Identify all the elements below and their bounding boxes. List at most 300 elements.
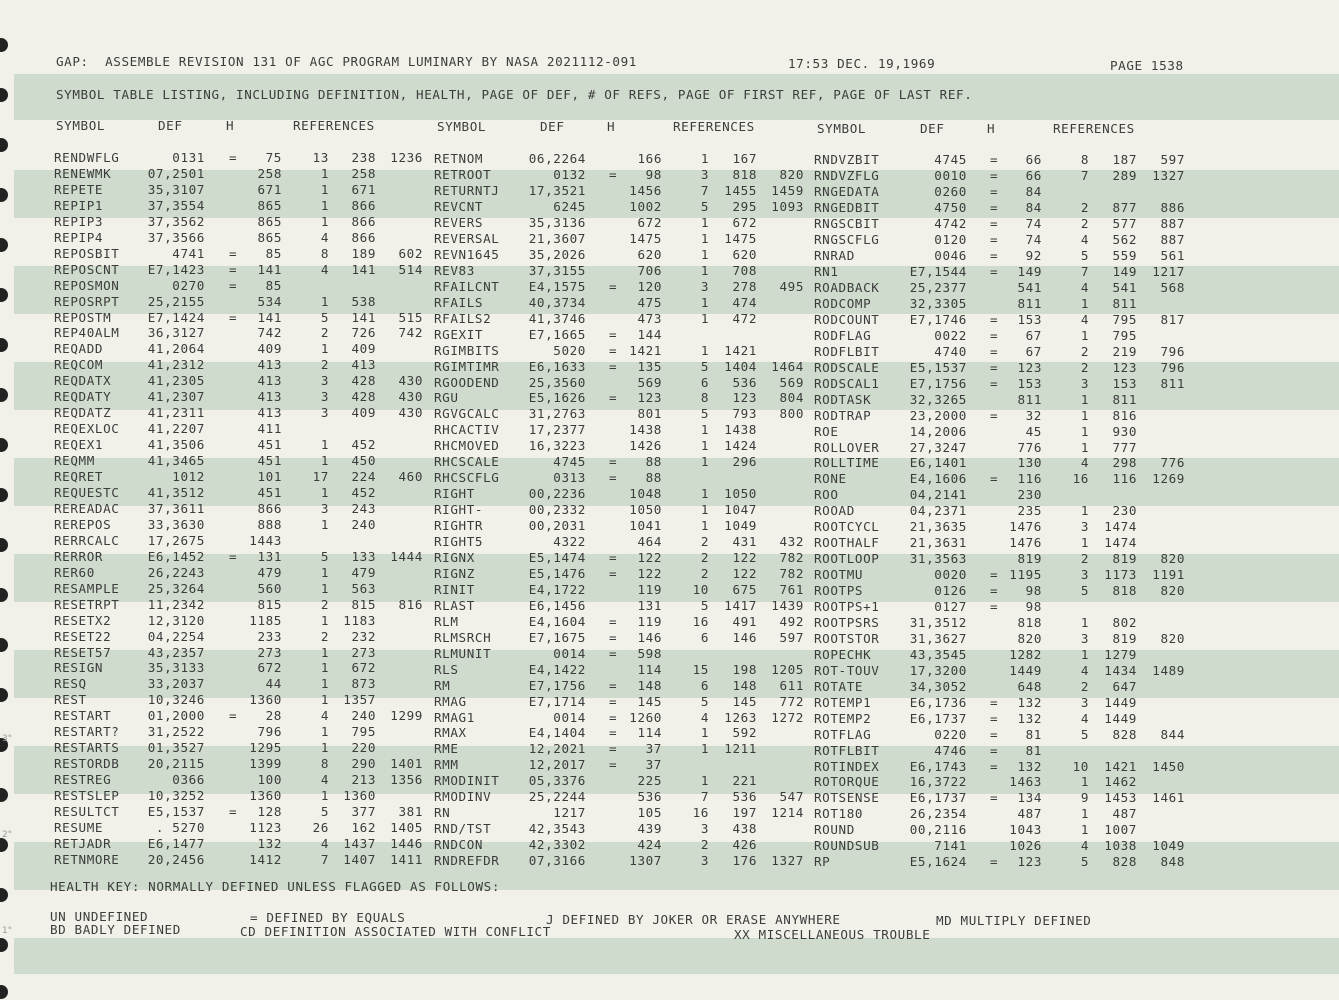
cell-first-ref: 1047 <box>724 502 757 518</box>
cell-def: 41,2311 <box>147 405 205 421</box>
cell-health: = <box>609 167 618 183</box>
feed-hole <box>0 388 8 402</box>
cell-def: E4,1606 <box>909 471 967 487</box>
cell-def: 42,3302 <box>528 837 586 853</box>
cell-symbol: RFAILS2 <box>434 310 492 326</box>
cell-last-ref: 1327 <box>1152 168 1185 184</box>
cell-page-of-def: 131 <box>637 597 662 613</box>
cell-first-ref: 240 <box>351 708 376 724</box>
cell-first-ref: 592 <box>732 725 757 741</box>
cell-def: 06,2264 <box>528 151 586 167</box>
cell-def: 41,2305 <box>147 373 205 389</box>
cell-health: = <box>990 200 999 216</box>
cell-last-ref: 515 <box>398 309 423 325</box>
health-key-equals: = DEFINED BY EQUALS <box>250 910 406 925</box>
cell-last-ref: 1269 <box>1152 471 1185 487</box>
cell-def: 0014 <box>553 645 586 661</box>
cell-page-of-def: 98 <box>1025 583 1042 598</box>
cell-last-ref: 886 <box>1160 200 1185 216</box>
cell-symbol: REVERS <box>434 215 484 230</box>
cell-first-ref: 1455 <box>724 183 757 199</box>
cell-ref-count: 3 <box>320 389 329 405</box>
cell-ref-count: 4 <box>320 261 329 277</box>
cell-ref-count: 1 <box>1080 391 1089 407</box>
cell-def: 33,2037 <box>147 676 205 692</box>
cell-ref-count: 1 <box>320 788 329 803</box>
cell-last-ref: 804 <box>779 390 804 406</box>
cell-page-of-def: 811 <box>1017 391 1042 407</box>
health-key-xx: XX MISCELLANEOUS TROUBLE <box>734 927 931 942</box>
cell-def: 0260 <box>934 184 967 200</box>
cell-ref-count: 1 <box>320 612 329 628</box>
cell-last-ref: 561 <box>1160 248 1185 264</box>
cell-ref-count: 4 <box>320 708 329 724</box>
cell-page-of-def: 1360 <box>249 692 282 708</box>
cell-first-ref: 278 <box>732 278 757 294</box>
cell-def: 37,3611 <box>147 500 205 516</box>
cell-last-ref: 844 <box>1160 726 1185 742</box>
cell-ref-count: 5 <box>320 803 329 819</box>
cell-page-of-def: 815 <box>257 596 282 612</box>
cell-ref-count: 1 <box>320 484 329 500</box>
cell-ref-count: 1 <box>320 437 329 453</box>
cell-symbol: REQMM <box>54 453 95 469</box>
cell-symbol: RGIMBITS <box>434 342 500 358</box>
cell-symbol: RODTRAP <box>814 407 872 423</box>
cell-ref-count: 5 <box>1080 726 1089 742</box>
cell-symbol: ROOTSTOR <box>814 630 880 646</box>
cell-first-ref: 1038 <box>1104 838 1137 854</box>
cell-symbol: RINIT <box>434 581 475 597</box>
cell-ref-count: 1 <box>320 660 329 676</box>
cell-symbol: RODFLAG <box>814 327 872 343</box>
cell-def: 4745 <box>934 152 967 168</box>
cell-health: = <box>229 150 238 165</box>
cell-ref-count: 5 <box>1080 248 1089 264</box>
cell-page-of-def: 560 <box>257 580 282 596</box>
cell-page-of-def: 1443 <box>249 532 282 548</box>
cell-ref-count: 5 <box>320 309 329 325</box>
cell-symbol: ROTATE <box>814 678 864 694</box>
cell-def: 12,2021 <box>528 741 586 757</box>
cell-page-of-def: 1307 <box>629 853 662 868</box>
cell-symbol: RIGHT5 <box>434 534 484 549</box>
cell-def: E6,1736 <box>909 694 967 710</box>
feed-hole <box>0 888 8 902</box>
cell-def: 40,3734 <box>528 294 586 310</box>
cell-symbol: ROTFLAG <box>814 726 872 742</box>
cell-symbol: RNRAD <box>814 248 855 264</box>
cell-def: 41,3506 <box>147 437 205 453</box>
cell-ref-count: 2 <box>700 837 709 853</box>
cell-page-of-def: 1456 <box>629 183 662 199</box>
cell-last-ref: 1217 <box>1152 264 1185 279</box>
cell-first-ref: 146 <box>732 629 757 645</box>
cell-symbol: RODSCAL1 <box>814 375 880 391</box>
cell-health: = <box>990 375 999 391</box>
cell-ref-count: 3 <box>1080 375 1089 391</box>
cell-last-ref: 848 <box>1160 854 1185 870</box>
cell-page-of-def: 1123 <box>249 819 282 835</box>
cell-first-ref: 487 <box>1112 806 1137 822</box>
cell-first-ref: 708 <box>732 262 757 278</box>
cell-page-of-def: 132 <box>1017 710 1042 726</box>
cell-def: 11,2342 <box>147 596 205 612</box>
cell-ref-count: 2 <box>320 357 329 373</box>
cell-def: 07,3166 <box>528 853 586 868</box>
cell-first-ref: 472 <box>732 310 757 326</box>
cell-first-ref: 816 <box>1112 407 1137 423</box>
feed-hole <box>0 238 8 252</box>
cell-last-ref: 597 <box>1160 152 1185 168</box>
cell-first-ref: 238 <box>351 150 376 165</box>
cell-first-ref: 818 <box>1112 583 1137 598</box>
cell-def: 04,2254 <box>147 628 205 644</box>
cell-symbol: RIGHTR <box>434 518 484 533</box>
cell-symbol: RGOODEND <box>434 374 500 390</box>
cell-ref-count: 1 <box>700 502 709 518</box>
cell-ref-count: 8 <box>700 390 709 406</box>
cell-first-ref: 491 <box>732 613 757 629</box>
cell-first-ref: 559 <box>1112 248 1137 264</box>
cell-symbol: RIGHT <box>434 486 475 502</box>
cell-first-ref: 377 <box>351 803 376 819</box>
cell-first-ref: 1211 <box>724 741 757 757</box>
cell-page-of-def: 1475 <box>629 230 662 246</box>
cell-last-ref: 820 <box>1160 583 1185 598</box>
cell-def: 0131 <box>172 150 205 165</box>
cell-symbol: RFAILS <box>434 294 484 310</box>
cell-page-of-def: 123 <box>1017 854 1042 870</box>
cell-symbol: ROPECHK <box>814 646 872 662</box>
cell-page-of-def: 123 <box>1017 359 1042 375</box>
cell-page-of-def: 473 <box>637 310 662 326</box>
cell-page-of-def: 92 <box>1025 248 1042 264</box>
feed-hole <box>0 338 8 352</box>
cell-page-of-def: 648 <box>1017 678 1042 694</box>
cell-symbol: ROOTHALF <box>814 535 880 551</box>
cell-ref-count: 2 <box>700 534 709 549</box>
cell-page-of-def: 776 <box>1017 439 1042 455</box>
cell-ref-count: 1 <box>320 181 329 197</box>
cell-symbol: ROUND <box>814 822 855 838</box>
cell-ref-count: 3 <box>320 500 329 516</box>
cell-symbol: RHCSCFLG <box>434 470 500 486</box>
cell-def: 21,3607 <box>528 230 586 246</box>
cell-first-ref: 536 <box>732 789 757 805</box>
cell-last-ref: 1489 <box>1152 662 1185 678</box>
cell-ref-count: 1 <box>320 341 329 357</box>
cell-first-ref: 153 <box>1112 375 1137 391</box>
cell-ref-count: 5 <box>320 548 329 564</box>
cell-first-ref: 1407 <box>343 851 376 867</box>
feed-hole <box>0 938 8 952</box>
cell-last-ref: 782 <box>779 550 804 565</box>
cell-health: = <box>990 567 999 583</box>
cell-page-of-def: 818 <box>1017 614 1042 630</box>
cell-ref-count: 1 <box>700 294 709 310</box>
cell-first-ref: 819 <box>1112 551 1137 567</box>
cell-symbol: RESTART? <box>54 724 120 740</box>
cell-page-of-def: 85 <box>265 277 282 293</box>
cell-symbol: RESET22 <box>54 628 112 644</box>
cell-ref-count: 3 <box>700 278 709 294</box>
cell-page-of-def: 888 <box>257 516 282 532</box>
cell-symbol: RESTART <box>54 708 112 724</box>
cell-health: = <box>609 693 618 709</box>
cell-def: 41,2307 <box>147 389 205 405</box>
cell-last-ref: 887 <box>1160 232 1185 248</box>
cell-first-ref: 122 <box>732 565 757 581</box>
cell-last-ref: 776 <box>1160 455 1185 471</box>
cell-def: 25,3560 <box>528 374 586 390</box>
cell-symbol: RESULTCT <box>54 803 120 819</box>
cell-symbol: RHCACTIV <box>434 422 500 438</box>
cell-symbol: REQADD <box>54 341 104 357</box>
cell-first-ref: 176 <box>732 853 757 868</box>
col-symbol-header: SYMBOL <box>56 118 106 133</box>
cell-page-of-def: 116 <box>1017 471 1042 487</box>
cell-def: 31,2522 <box>147 724 205 740</box>
cell-first-ref: 1453 <box>1104 790 1137 806</box>
cell-first-ref: 426 <box>732 837 757 853</box>
cell-ref-count: 1 <box>1080 327 1089 343</box>
cell-first-ref: 1279 <box>1104 646 1137 662</box>
cell-health: = <box>990 694 999 710</box>
cell-def: E5,1474 <box>528 550 586 565</box>
cell-def: 41,2207 <box>147 421 205 437</box>
cell-first-ref: 1183 <box>343 612 376 628</box>
cell-def: E5,1537 <box>147 803 205 819</box>
cell-page-of-def: 149 <box>1017 264 1042 279</box>
cell-page-of-def: 84 <box>1025 200 1042 216</box>
cell-first-ref: 620 <box>732 246 757 262</box>
cell-page-of-def: 66 <box>1025 168 1042 184</box>
cell-def: 12,2017 <box>528 757 586 773</box>
cell-ref-count: 16 <box>692 805 709 821</box>
cell-first-ref: 1438 <box>724 422 757 438</box>
cell-def: 0022 <box>934 327 967 343</box>
cell-page-of-def: 819 <box>1017 551 1042 567</box>
cell-ref-count: 1 <box>320 692 329 708</box>
cell-page-of-def: 1295 <box>249 740 282 756</box>
cell-def: 10,3246 <box>147 692 205 708</box>
cell-last-ref: 816 <box>398 596 423 612</box>
cell-def: 00,2236 <box>528 486 586 502</box>
cell-symbol: RNGSCBIT <box>814 216 880 232</box>
cell-symbol: REVN1645 <box>434 246 500 262</box>
cell-first-ref: 295 <box>732 199 757 214</box>
cell-ref-count: 5 <box>700 358 709 374</box>
cell-def: 25,2155 <box>147 293 205 309</box>
cell-ref-count: 3 <box>1080 694 1089 710</box>
cell-first-ref: 538 <box>351 293 376 309</box>
cell-page-of-def: 146 <box>637 629 662 645</box>
cell-first-ref: 818 <box>732 167 757 183</box>
cell-first-ref: 1475 <box>724 230 757 246</box>
cell-page-of-def: 706 <box>637 262 662 278</box>
cell-def: 20,2115 <box>147 756 205 772</box>
cell-symbol: REPIP4 <box>54 229 104 245</box>
cell-def: 41,3512 <box>147 484 205 500</box>
cell-first-ref: 777 <box>1112 439 1137 455</box>
cell-page-of-def: 122 <box>637 565 662 581</box>
cell-first-ref: 866 <box>351 213 376 229</box>
cell-ref-count: 1 <box>320 453 329 469</box>
cell-symbol: RFAILCNT <box>434 278 500 294</box>
cell-first-ref: 562 <box>1112 232 1137 248</box>
cell-last-ref: 1214 <box>771 805 804 821</box>
cell-symbol: RESAMPLE <box>54 580 120 596</box>
cell-ref-count: 1 <box>700 342 709 358</box>
cell-ref-count: 5 <box>1080 583 1089 598</box>
cell-symbol: RM <box>434 677 451 693</box>
cell-page-of-def: 37 <box>645 757 662 773</box>
cell-ref-count: 1 <box>320 293 329 309</box>
greenbar-band <box>14 938 1339 974</box>
cell-first-ref: 726 <box>351 325 376 341</box>
cell-symbol: RNGEDBIT <box>814 200 880 216</box>
cell-def: 25,2244 <box>528 789 586 805</box>
cell-last-ref: 817 <box>1160 311 1185 327</box>
cell-symbol: RLMSRCH <box>434 629 492 645</box>
cell-page-of-def: 1421 <box>629 342 662 358</box>
cell-page-of-def: 1002 <box>629 199 662 214</box>
cell-def: 0366 <box>172 772 205 787</box>
cell-last-ref: 1401 <box>390 756 423 772</box>
cell-first-ref: 828 <box>1112 854 1137 870</box>
cell-health: = <box>990 790 999 806</box>
cell-last-ref: 1191 <box>1152 567 1185 583</box>
cell-ref-count: 2 <box>320 628 329 644</box>
cell-symbol: REPOSRPT <box>54 293 120 309</box>
cell-def: 0046 <box>934 248 967 264</box>
cell-last-ref: 430 <box>398 405 423 421</box>
cell-ref-count: 2 <box>700 550 709 565</box>
cell-first-ref: 189 <box>351 245 376 261</box>
cell-symbol: REREPOS <box>54 516 112 532</box>
cell-health: = <box>609 390 618 406</box>
cell-health: = <box>990 216 999 232</box>
cell-def: 04,2141 <box>909 487 967 503</box>
cell-def: E4,1575 <box>528 278 586 294</box>
listing-timestamp: 17:53 DEC. 19,1969 <box>788 56 936 71</box>
cell-first-ref: 873 <box>351 676 376 692</box>
cell-first-ref: 296 <box>732 454 757 470</box>
cell-symbol: REQDATY <box>54 389 112 405</box>
cell-ref-count: 1 <box>1080 503 1089 519</box>
cell-def: 21,3631 <box>909 535 967 551</box>
cell-def: 27,3247 <box>909 439 967 455</box>
cell-first-ref: 802 <box>1112 614 1137 630</box>
cell-page-of-def: 464 <box>637 534 662 549</box>
cell-def: 0126 <box>934 583 967 598</box>
cell-ref-count: 2 <box>1080 678 1089 694</box>
health-key-cd: CD DEFINITION ASSOCIATED WITH CONFLICT <box>240 924 551 939</box>
cell-ref-count: 4 <box>700 709 709 725</box>
cell-def: 00,2116 <box>909 822 967 838</box>
cell-ref-count: 2 <box>1080 343 1089 359</box>
cell-ref-count: 17 <box>312 469 329 484</box>
cell-last-ref: 1439 <box>771 597 804 613</box>
cell-page-of-def: 820 <box>1017 630 1042 646</box>
cell-ref-count: 1 <box>320 644 329 660</box>
cell-ref-count: 2 <box>1080 551 1089 567</box>
cell-last-ref: 1356 <box>390 772 423 787</box>
cell-page-of-def: 801 <box>637 406 662 422</box>
feed-hole <box>0 985 8 999</box>
cell-ref-count: 1 <box>320 676 329 692</box>
cell-health: = <box>990 854 999 870</box>
cell-health: = <box>609 709 618 725</box>
cell-symbol: RETJADR <box>54 835 112 851</box>
cell-health: = <box>229 277 238 293</box>
cell-ref-count: 8 <box>320 245 329 261</box>
cell-def: 20,2456 <box>147 851 205 867</box>
cell-last-ref: 1446 <box>390 835 423 851</box>
cell-first-ref: 1421 <box>1104 758 1137 774</box>
cell-page-of-def: 132 <box>1017 758 1042 774</box>
health-key-md: MD MULTIPLY DEFINED <box>936 913 1092 928</box>
cell-last-ref: 460 <box>398 469 423 484</box>
cell-first-ref: 1437 <box>343 835 376 851</box>
cell-symbol: RLMUNIT <box>434 645 492 661</box>
cell-health: = <box>990 471 999 487</box>
cell-ref-count: 10 <box>1072 758 1089 774</box>
cell-first-ref: 219 <box>1112 343 1137 359</box>
cell-health: = <box>990 742 999 758</box>
cell-ref-count: 2 <box>320 596 329 612</box>
cell-def: 31,3627 <box>909 630 967 646</box>
cell-def: 0120 <box>934 232 967 248</box>
cell-ref-count: 2 <box>320 325 329 341</box>
cell-def: 32,3305 <box>909 295 967 311</box>
cell-ref-count: 1 <box>320 564 329 580</box>
cell-first-ref: 1263 <box>724 709 757 725</box>
cell-ref-count: 7 <box>700 789 709 805</box>
cell-health: = <box>229 261 238 277</box>
cell-last-ref: 569 <box>779 374 804 390</box>
cell-page-of-def: 141 <box>257 261 282 277</box>
cell-page-of-def: 225 <box>637 773 662 789</box>
cell-def: 0020 <box>934 567 967 583</box>
cell-last-ref: 1444 <box>390 548 423 564</box>
cell-ref-count: 1 <box>700 438 709 454</box>
cell-first-ref: 224 <box>351 469 376 484</box>
cell-symbol: RMAG1 <box>434 709 475 725</box>
cell-symbol: ROTORQUE <box>814 774 880 790</box>
cell-health: = <box>990 232 999 248</box>
cell-first-ref: 671 <box>351 181 376 197</box>
cell-page-of-def: 105 <box>637 805 662 821</box>
cell-symbol: ROTEMP1 <box>814 694 872 710</box>
cell-first-ref: 409 <box>351 405 376 421</box>
cell-first-ref: 452 <box>351 484 376 500</box>
cell-last-ref: 782 <box>779 565 804 581</box>
cell-first-ref: 187 <box>1112 152 1137 168</box>
cell-def: 41,3746 <box>528 310 586 326</box>
cell-ref-count: 8 <box>1080 152 1089 168</box>
cell-def: E6,1633 <box>528 358 586 374</box>
cell-page-of-def: 620 <box>637 246 662 262</box>
cell-page-of-def: 74 <box>1025 232 1042 248</box>
cell-def: 0127 <box>934 599 967 614</box>
cell-symbol: RODFLBIT <box>814 343 880 359</box>
cell-def: 14,2006 <box>909 423 967 439</box>
cell-first-ref: 474 <box>732 294 757 310</box>
cell-first-ref: 290 <box>351 756 376 772</box>
cell-def: E4,1404 <box>528 725 586 741</box>
